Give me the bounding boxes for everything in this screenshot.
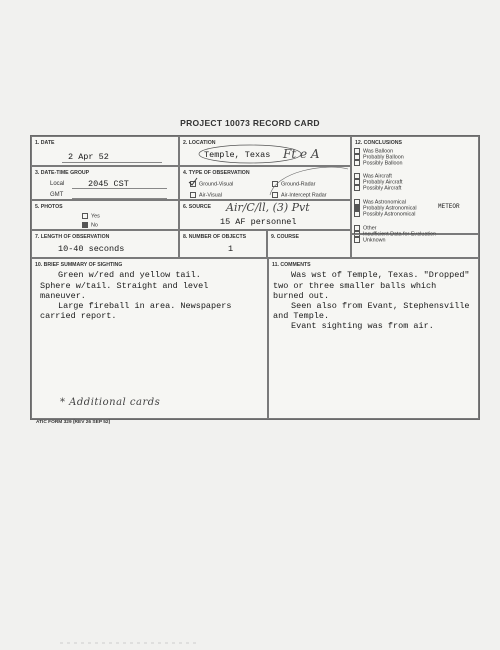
ground-visual-check-mark bbox=[188, 177, 198, 187]
conclusion-possibly-aircraft: Possibly Aircraft bbox=[354, 185, 401, 191]
course-cell bbox=[267, 230, 351, 258]
summary-cell bbox=[31, 258, 268, 419]
comments-line-3: burned out. bbox=[273, 291, 330, 301]
summary-line-4: Large fireball in area. Newspapers bbox=[58, 301, 232, 311]
date-value: 2 Apr 52 bbox=[68, 152, 109, 162]
scan-artifact-marks bbox=[0, 632, 500, 636]
conclusion-probably-balloon: Probably Balloon bbox=[354, 154, 404, 160]
option-ground-radar: Ground-Radar bbox=[272, 181, 315, 187]
summary-line-3: maneuver. bbox=[40, 291, 86, 301]
form-footer: ATIC FORM 329 (REV 26 SEP 52) bbox=[36, 420, 111, 425]
photos-cell bbox=[31, 200, 179, 230]
conclusion-was-aircraft: Was Aircraft bbox=[354, 173, 392, 179]
conclusion-unknown: Unknown bbox=[354, 237, 385, 243]
source-value: 15 AF personnel bbox=[220, 217, 297, 227]
conclusion-probably-aircraft: Probably Aircraft bbox=[354, 179, 403, 185]
gmt-label: GMT bbox=[50, 192, 64, 198]
photos-yes: Yes bbox=[82, 213, 100, 219]
course-label: 9. COURSE bbox=[271, 234, 299, 240]
option-air-intercept-radar: Air-Intercept Radar bbox=[272, 192, 327, 198]
comments-line-2: two or three smaller balls which bbox=[273, 281, 437, 291]
comments-line-1: Was wst of Temple, Texas. "Dropped" bbox=[291, 270, 470, 280]
conclusion-possibly-astronomical: Possibly Astronomical bbox=[354, 211, 415, 217]
date-label: 1. DATE bbox=[35, 140, 55, 146]
summary-label: 10. BRIEF SUMMARY OF SIGHTING bbox=[35, 262, 123, 268]
comments-line-5: and Temple. bbox=[273, 311, 330, 321]
record-card bbox=[30, 135, 480, 420]
photos-no: No bbox=[82, 222, 98, 228]
conclusion-was-balloon: Was Balloon bbox=[354, 148, 393, 154]
conclusion-insufficient-data: Insufficient Data for Evaluation bbox=[354, 231, 436, 237]
conclusions-label: 12. CONCLUSIONS bbox=[355, 140, 402, 146]
conclusion-probably-astronomical: Probably Astronomical bbox=[354, 205, 417, 211]
location-handwritten: Ft e A bbox=[283, 147, 320, 161]
location-label: 2. LOCATION bbox=[183, 140, 216, 146]
observation-type-cell bbox=[179, 166, 351, 200]
source-cell bbox=[179, 200, 351, 230]
conclusion-possibly-balloon: Possibly Balloon bbox=[354, 160, 403, 166]
length-label: 7. LENGTH OF OBSERVATION bbox=[35, 234, 110, 240]
datetime-cell bbox=[31, 166, 179, 200]
option-air-visual: Air-Visual bbox=[190, 192, 222, 198]
conclusion-typed-note: METEOR bbox=[438, 203, 460, 210]
summary-handwritten-note: * Additional cards bbox=[60, 397, 161, 408]
observation-circle-mark bbox=[266, 161, 350, 201]
objects-label: 8. NUMBER OF OBJECTS bbox=[183, 234, 247, 240]
summary-line-5: carried report. bbox=[40, 311, 117, 321]
date-cell bbox=[31, 136, 179, 166]
option-ground-visual: Ground-Visual bbox=[190, 181, 233, 187]
source-handwritten: Air/C/ll, (3) Pvt bbox=[226, 201, 310, 214]
comments-cell bbox=[268, 258, 479, 419]
photos-label: 5. PHOTOS bbox=[35, 204, 63, 210]
objects-value: 1 bbox=[228, 244, 234, 254]
conclusions-bottom-cell bbox=[351, 234, 479, 258]
summary-line-2: Sphere w/tail. Straight and level bbox=[40, 281, 209, 291]
comments-line-4: Seen also from Evant, Stephensville bbox=[291, 301, 470, 311]
local-time-value: 2045 CST bbox=[88, 179, 129, 189]
comments-line-6: Evant sighting was from air. bbox=[291, 321, 434, 331]
length-value: 10-40 seconds bbox=[58, 244, 125, 254]
summary-line-1: Green w/red and yellow tail. bbox=[58, 270, 201, 280]
location-value: Temple, Texas bbox=[204, 150, 271, 160]
source-label: 6. SOURCE bbox=[183, 204, 211, 210]
observation-label: 4. TYPE OF OBSERVATION bbox=[183, 170, 250, 176]
datetime-label: 3. DATE-TIME GROUP bbox=[35, 170, 90, 176]
card-title: PROJECT 10073 RECORD CARD bbox=[180, 118, 320, 128]
objects-cell bbox=[179, 230, 267, 258]
local-label: Local bbox=[50, 181, 65, 187]
length-cell bbox=[31, 230, 179, 258]
comments-label: 11. COMMENTS bbox=[272, 262, 311, 268]
conclusion-other: Other bbox=[354, 225, 376, 231]
conclusion-was-astronomical: Was Astronomical bbox=[354, 199, 406, 205]
